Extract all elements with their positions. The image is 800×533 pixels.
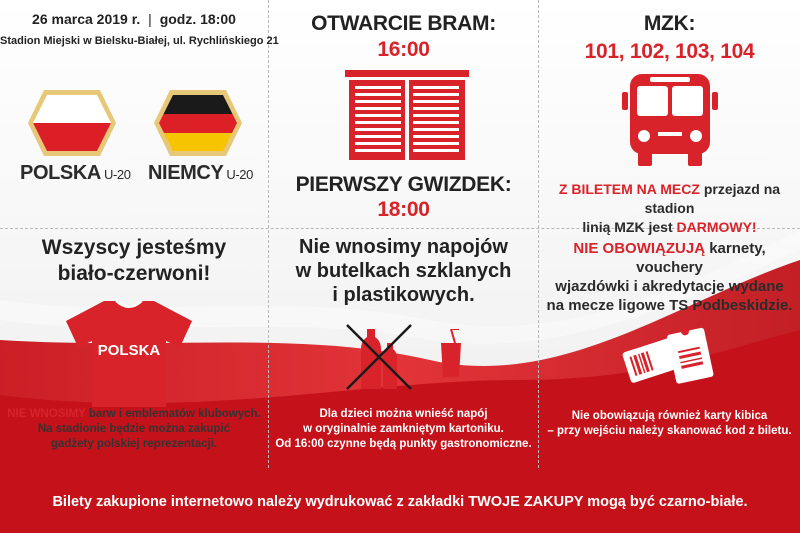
- kickoff-title: PIERWSZY GWIZDEK:: [295, 173, 512, 196]
- transport-note-text: przejazd na stadion: [644, 181, 781, 216]
- transport-note-highlight: Z BILETEM NA MECZ: [558, 181, 700, 197]
- drinks-note-line2: w oryginalnie zamkniętym kartoniku.: [303, 423, 504, 435]
- transport-note-free: DARMOWY!: [676, 219, 757, 235]
- away-team-category: U-20: [226, 167, 253, 182]
- colors-note-line2: Na stadionie będzie można zakupić: [37, 423, 231, 435]
- bus-icon: [620, 72, 720, 168]
- colors-note: [0, 407, 268, 452]
- home-team-name: [20, 162, 131, 185]
- gates-panel: [269, 0, 538, 228]
- away-team-label: NIEMCY: [148, 162, 224, 184]
- germany-flag-icon: [152, 88, 244, 158]
- colors-note-highlight: NIE WNOSIMY: [7, 408, 86, 420]
- passes-panel: [539, 229, 800, 469]
- drinks-title-line3: i plastikowych.: [332, 284, 475, 306]
- home-team-label: POLSKA: [20, 162, 101, 184]
- match-date: 26 marca 2019 r.: [32, 11, 141, 27]
- drink-carton-icon: [437, 329, 465, 379]
- drinks-note-prefix: Od: [275, 438, 292, 450]
- passes-text-line3: na mecze ligowe TS Podbeskidzie.: [546, 297, 793, 314]
- home-team-category: U-20: [103, 167, 131, 182]
- transport-panel: [539, 0, 800, 235]
- passes-text: [539, 239, 800, 315]
- drinks-note-line1: Dla dzieci można wnieść napój: [319, 408, 488, 420]
- transport-lines: 101, 102, 103, 104: [584, 40, 755, 63]
- drinks-note-time: 16:00: [294, 438, 324, 450]
- passes-text-line2: wjazdówki i akredytacje wydane: [555, 278, 784, 295]
- colors-title: [0, 235, 268, 287]
- gate-icon: [345, 70, 469, 160]
- tickets-icon: [619, 319, 719, 391]
- crossed-bottles-icon: [343, 321, 415, 393]
- drinks-title-line2: w butelkach szklanych: [295, 260, 512, 282]
- drinks-note-suffix: czynne będą punkty gastronomiczne.: [327, 438, 532, 450]
- passes-note-line1: Nie obowiązują również karty kibica: [571, 410, 768, 422]
- tshirt-text: POLSKA: [97, 342, 161, 359]
- match-venue: Stadion Miejski w Bielsku-Białej, ul. Rychlińskiego 21: [0, 35, 279, 47]
- transport-title: MZK:: [643, 12, 696, 35]
- drinks-title-line1: Nie wnosimy napojów: [299, 236, 508, 258]
- match-info-panel: [0, 0, 279, 228]
- gates-title: OTWARCIE BRAM:: [311, 12, 496, 35]
- colors-panel: [0, 229, 268, 469]
- match-time: godz. 18:00: [159, 11, 236, 27]
- away-team-name: [148, 162, 253, 185]
- drinks-title: [269, 235, 538, 307]
- drinks-panel: [269, 229, 538, 469]
- drinks-note: [269, 407, 538, 452]
- footer-note: Bilety zakupione internetowo należy wydrukować z zakładki TWOJE ZAKUPY mogą być czarno-białe.: [52, 493, 748, 510]
- transport-note-line2: linią MZK jest: [582, 219, 673, 235]
- colors-title-line2: biało-czerwoni!: [57, 262, 211, 285]
- passes-note: [539, 409, 800, 439]
- poland-flag-icon: [26, 88, 118, 158]
- passes-text-line1: karnety, vouchery: [636, 240, 766, 276]
- match-datetime: 26 marca 2019 r. | godz. 18:00: [32, 11, 236, 27]
- colors-note-line3: gadżety polskiej reprezentacji.: [50, 438, 218, 450]
- passes-note-line2: – przy wejściu należy skanować kod z biletu.: [547, 425, 792, 437]
- tshirt-icon: [64, 297, 194, 409]
- kickoff-time: 18:00: [377, 198, 430, 221]
- colors-title-line1: Wszyscy jesteśmy: [41, 236, 227, 259]
- gates-time: 16:00: [377, 38, 430, 61]
- colors-note-text: barw i emblematów klubowych.: [88, 408, 261, 420]
- passes-highlight: NIE OBOWIĄZUJĄ: [573, 240, 706, 257]
